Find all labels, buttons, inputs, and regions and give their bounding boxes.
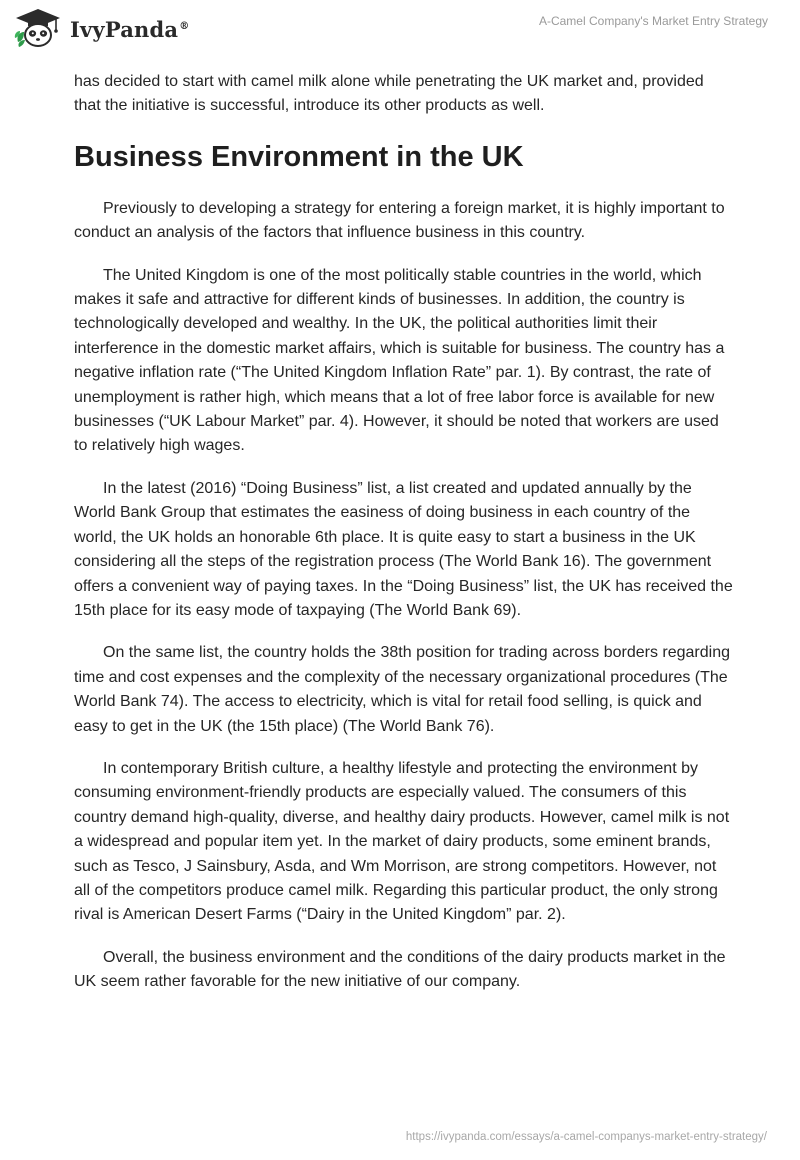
page-header xyxy=(0,0,800,64)
paragraph: In contemporary British culture, a healthy lifestyle and protecting the environment by consuming environment-friendly products are especially valued. The consumers of this country demand high-quality, diverse, and healthy dairy products. However, camel milk is not a widespread and popular item yet. In the market of dairy products, some eminent brands, such as Tesco, J Sainsbury, Asda, and Wm Morrison, are strong competitors. However, not all of the competitors produce camel milk. Regarding this particular product, the only strong rival is American Desert Farms (“Dairy in the United Kingdom” par. 2). xyxy=(74,759,730,924)
panda-graduation-icon xyxy=(14,8,62,48)
paragraph: On the same list, the country holds the 38th position for trading across borders regarding time and cost expenses and the complexity of the necessary organizational procedures (The World Bank 74). The access to electricity, which is vital for retail food selling, is quick and easy to get in the UK (the 15th place) (The World Bank 76). xyxy=(74,644,731,735)
essay-content xyxy=(74,70,734,1013)
source-url[interactable]: https://ivypanda.com/essays/a-camel-companys-market-entry-strategy/ xyxy=(405,1131,767,1143)
paragraph: In the latest (2016) “Doing Business” list, a list created and updated annually by the World Bank Group that estimates the easiness of doing business in each country of the world, the UK holds an honorable 6th place. It is quite easy to start a business in the UK considering all the steps of the registration process (The World Bank 16). The government offers a convenient way of paying taxes. In the “Doing Business” list, the UK has received the 15th place for its easy mode of taxpaying (The World Bank 69). xyxy=(74,479,733,619)
brand-name: IvyPanda® xyxy=(70,16,190,42)
paragraph: The United Kingdom is one of the most politically stable countries in the world, which makes it safe and attractive for different kinds of businesses. In addition, the country is technologically developed and wealthy. In the UK, the political authorities limit their interference in the domestic market affairs, which is suitable for business. The country has a negative inflation rate (“The United Kingdom Inflation Rate” par. 1). By contrast, the rate of unemployment is rather high, which means that a lot of free labor force is available for new businesses (“UK Labour Market” par. 4). However, it should be noted that workers are used to relatively high wages. xyxy=(74,266,725,455)
registered-mark: ® xyxy=(179,20,190,32)
paragraph: Previously to developing a strategy for entering a foreign market, it is highly important to conduct an analysis of the factors that influence business in this country. xyxy=(74,199,725,242)
section-heading: Business Environment in the UK xyxy=(74,140,524,173)
ivypanda-logo[interactable] xyxy=(14,8,189,48)
document-title: A-Camel Company's Market Entry Strategy xyxy=(538,14,768,28)
paragraph: Overall, the business environment and the conditions of the dairy products market in the UK seem rather favorable for the new initiative of our company. xyxy=(74,948,726,991)
intro-paragraph: has decided to start with camel milk alone while penetrating the UK market and, provided that the initiative is successful, introduce its other products as well. xyxy=(74,73,704,115)
